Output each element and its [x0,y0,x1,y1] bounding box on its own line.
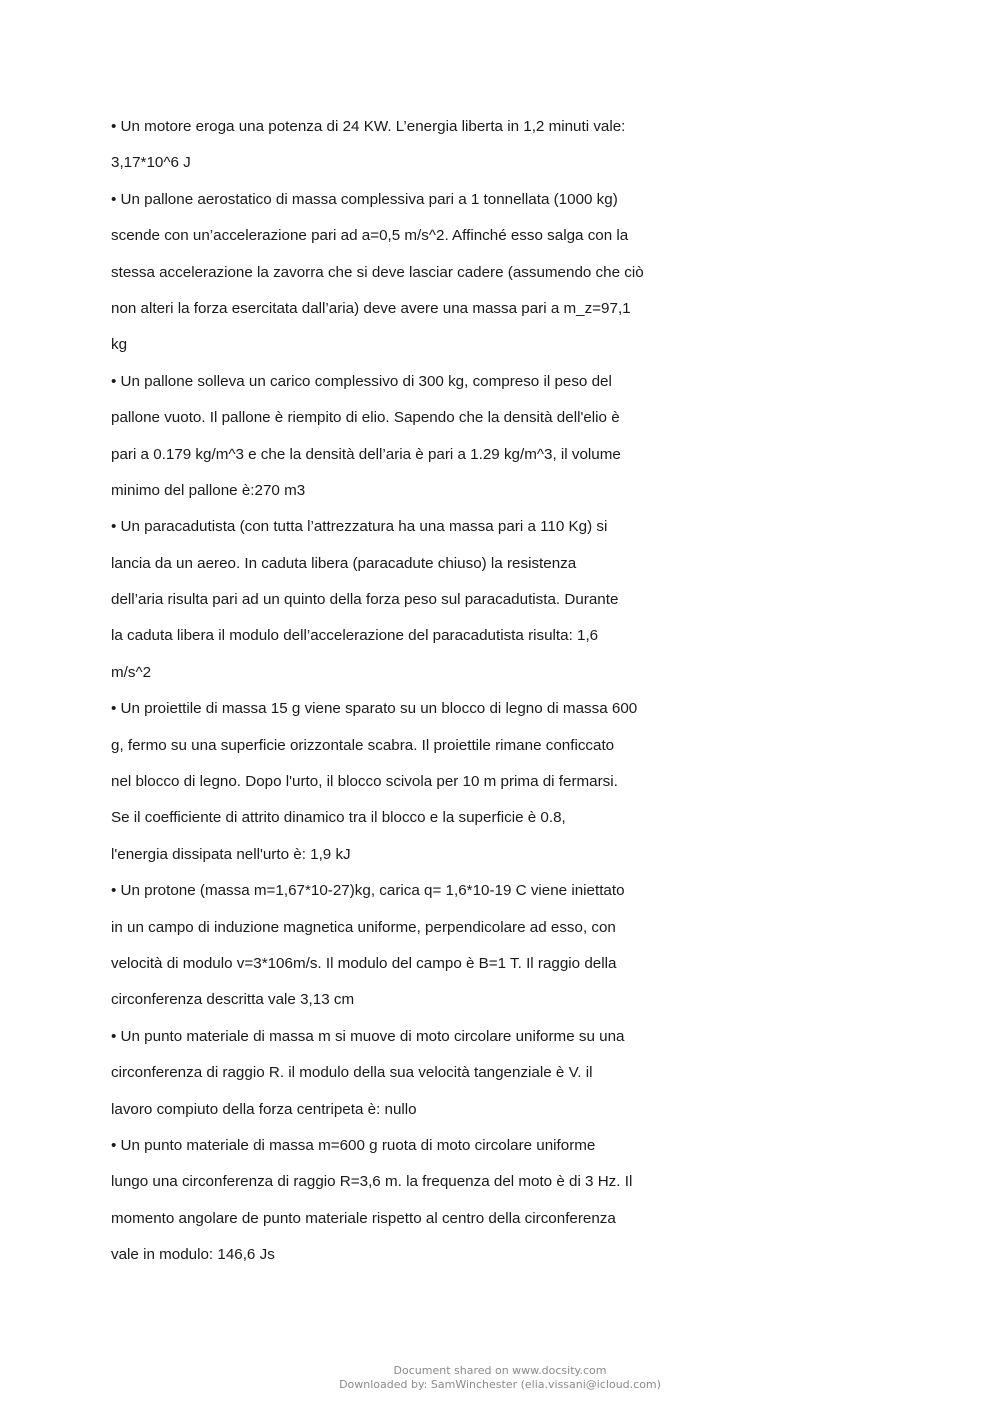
text-line: • Un pallone solleva un carico complessivo di 300 kg, compreso il peso del [111,372,612,390]
text-line: 3,17*10^6 J [111,154,191,172]
footer-shared-notice: Document shared on www.docsity.com [393,1364,607,1377]
text-line: g, fermo su una superficie orizzontale scabra. Il proiettile rimane conficcato [111,736,615,754]
text-line: • Un paracadutista (con tutta l’attrezzatura ha una massa pari a 110 Kg) si [111,518,608,536]
text-line: l'energia dissipata nell'urto è: 1,9 kJ [111,845,351,863]
text-line: lancia da un aereo. In caduta libera (paracadute chiuso) la resistenza [111,554,577,572]
text-line: m/s^2 [111,663,152,681]
footer-downloaded-by: Downloaded by: SamWinchester (elia.vissani@icloud.com) [339,1378,661,1391]
text-line: stessa accelerazione la zavorra che si deve lasciar cadere (assumendo che ciò [111,263,644,281]
text-line: vale in modulo: 146,6 Js [111,1246,275,1264]
text-line: • Un protone (massa m=1,67*10-27)kg, carica q= 1,6*10-19 C viene iniettato [111,882,625,900]
text-line: • Un motore eroga una potenza di 24 KW. L’energia liberta in 1,2 minuti vale: [111,118,626,135]
text-line: dell’aria risulta pari ad un quinto della forza peso sul paracadutista. Durante [111,591,619,609]
text-line: minimo del pallone è:270 m3 [111,481,306,499]
text-line: la caduta libera il modulo dell’accelerazione del paracadutista risulta: 1,6 [111,627,599,645]
text-line: lavoro compiuto della forza centripeta è: nullo [111,1100,417,1118]
text-line: Se il coefficiente di attrito dinamico tra il blocco e la superficie è 0.8, [111,809,566,827]
text-line: circonferenza descritta vale 3,13 cm [111,991,355,1009]
text-line: non alteri la forza esercitata dall’aria) deve avere una massa pari a m_z=97,1 [111,299,631,317]
text-line: • Un punto materiale di massa m si muove di moto circolare uniforme su una [111,1027,625,1045]
document-body [111,109,676,1274]
text-line: • Un pallone aerostatico di massa complessiva pari a 1 tonnellata (1000 kg) [111,190,618,208]
text-line: in un campo di induzione magnetica uniforme, perpendicolare ad esso, con [111,918,616,936]
text-line: nel blocco di legno. Dopo l'urto, il blocco scivola per 10 m prima di fermarsi. [111,773,618,791]
text-line: momento angolare de punto materiale rispetto al centro della circonferenza [111,1209,616,1227]
text-line: circonferenza di raggio R. il modulo della sua velocità tangenziale è V. il [111,1064,593,1082]
text-line: lungo una circonferenza di raggio R=3,6 m. la frequenza del moto è di 3 Hz. Il [111,1173,633,1191]
text-line: pallone vuoto. Il pallone è riempito di elio. Sapendo che la densità dell'elio è [111,409,620,427]
page-footer [0,1364,1000,1392]
text-line: pari a 0.179 kg/m^3 e che la densità dell’aria è pari a 1.29 kg/m^3, il volume [111,445,621,463]
text-line: kg [111,336,128,354]
text-line: velocità di modulo v=3*106m/s. Il modulo del campo è B=1 T. Il raggio della [111,954,617,972]
text-line: • Un proiettile di massa 15 g viene sparato su un blocco di legno di massa 600 [111,700,638,718]
text-line: • Un punto materiale di massa m=600 g ruota di moto circolare uniforme [111,1136,596,1154]
text-line: scende con un’accelerazione pari ad a=0,5 m/s^2. Affinché esso salga con la [111,227,629,245]
